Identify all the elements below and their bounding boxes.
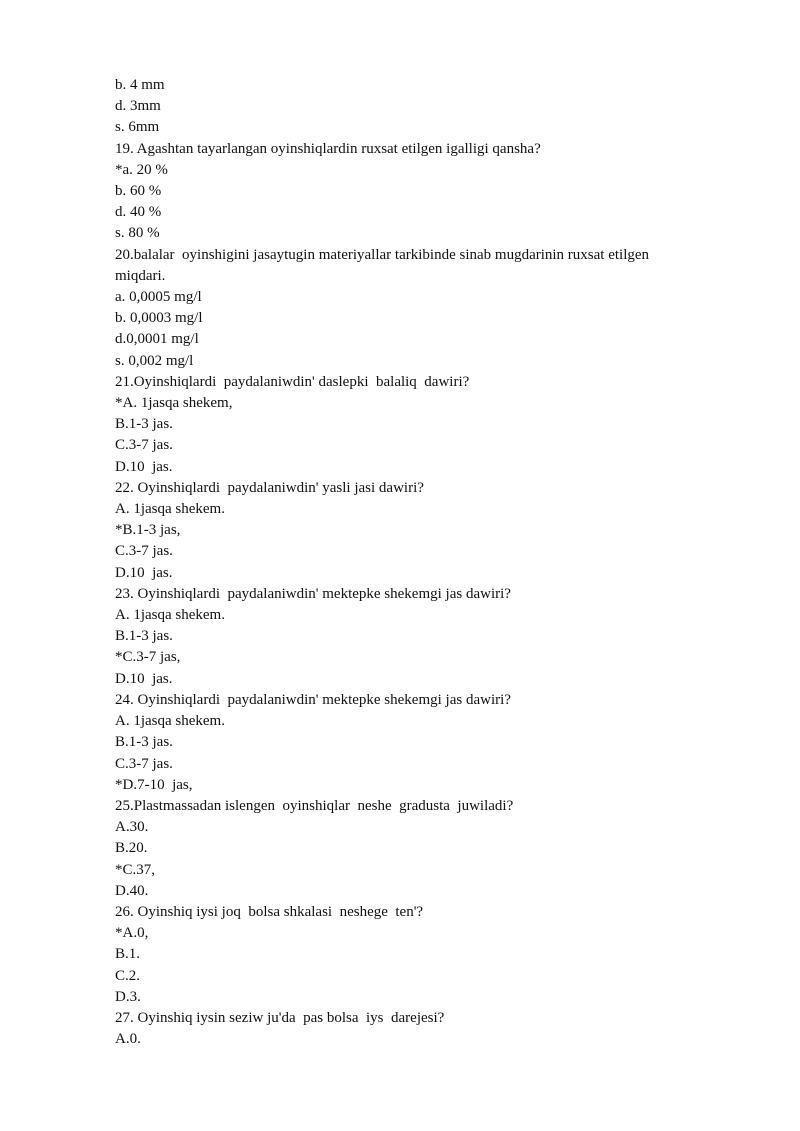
text-line: d. 40 % (115, 204, 162, 221)
text-line: B.1-3 jas. (115, 416, 173, 433)
text-line: D.40. (115, 882, 149, 899)
text-line: 25.Plastmassadan islengen oyinshiqlar neshe gradusta juwiladi? (115, 797, 514, 814)
text-line: 26. Oyinshiq iysi joq bolsa shkalasi neshege ten'? (115, 903, 424, 920)
text-line: s. 0,002 mg/l (115, 352, 194, 369)
text-line: C.3-7 jas. (115, 755, 173, 772)
text-line: *B.1-3 jas, (115, 522, 181, 539)
text-line: C.2. (115, 967, 141, 984)
text-line: B.20. (115, 840, 148, 857)
text-line: b. 4 mm (115, 77, 165, 93)
text-line: *C.3-7 jas, (115, 649, 181, 666)
text-line: d. 3mm (115, 98, 161, 115)
text-line: C.3-7 jas. (115, 437, 173, 454)
text-line: D.3. (115, 988, 141, 1005)
text-line: s. 6mm (115, 119, 160, 136)
text-line: 20.balalar oyinshigini jasaytugin materiyallar tarkibinde sinab mugdarinin ruxsat etilgen (115, 246, 650, 263)
text-line: 23. Oyinshiqlardi paydalaniwdin' mektepke shekemgi jas dawiri? (115, 585, 511, 602)
text-line: b. 0,0003 mg/l (115, 310, 203, 327)
text-line: 21.Oyinshiqlardi paydalaniwdin' daslepki balaliq dawiri? (115, 373, 470, 390)
text-line: 19. Agashtan tayarlangan oyinshiqlardin ruxsat etilgen igalligi qansha? (115, 140, 541, 157)
text-line: *a. 20 % (115, 161, 168, 178)
text-line: *A.0, (115, 925, 149, 942)
text-line: B.1-3 jas. (115, 628, 173, 645)
text-line: B.1-3 jas. (115, 734, 173, 751)
text-line: a. 0,0005 mg/l (115, 289, 202, 306)
text-line: *C.37, (115, 861, 156, 878)
text-line: 27. Oyinshiq iysin seziw ju'da pas bolsa iys darejesi? (115, 1009, 445, 1026)
text-line: A. 1jasqa shekem. (115, 713, 225, 730)
text-line: B.1. (115, 946, 141, 963)
text-line: A.30. (115, 819, 149, 836)
text-line: A. 1jasqa shekem. (115, 501, 225, 518)
document-body (115, 75, 715, 1050)
text-line: d.0,0001 mg/l (115, 331, 199, 348)
text-line: b. 60 % (115, 183, 162, 200)
text-line: D.10 jas. (115, 564, 173, 581)
text-line: s. 80 % (115, 225, 160, 242)
text-line: A. 1jasqa shekem. (115, 607, 225, 624)
text-line: C.3-7 jas. (115, 543, 173, 560)
text-line: miqdari. (115, 267, 166, 284)
text-line: 24. Oyinshiqlardi paydalaniwdin' mektepke shekemgi jas dawiri? (115, 691, 511, 708)
text-line: 22. Oyinshiqlardi paydalaniwdin' yasli jasi dawiri? (115, 479, 424, 496)
text-line: *A. 1jasqa shekem, (115, 395, 233, 412)
text-line: A.0. (115, 1031, 141, 1048)
text-line: *D.7-10 jas, (115, 776, 193, 793)
text-line: D.10 jas. (115, 670, 173, 687)
text-line: D.10 jas. (115, 458, 173, 475)
